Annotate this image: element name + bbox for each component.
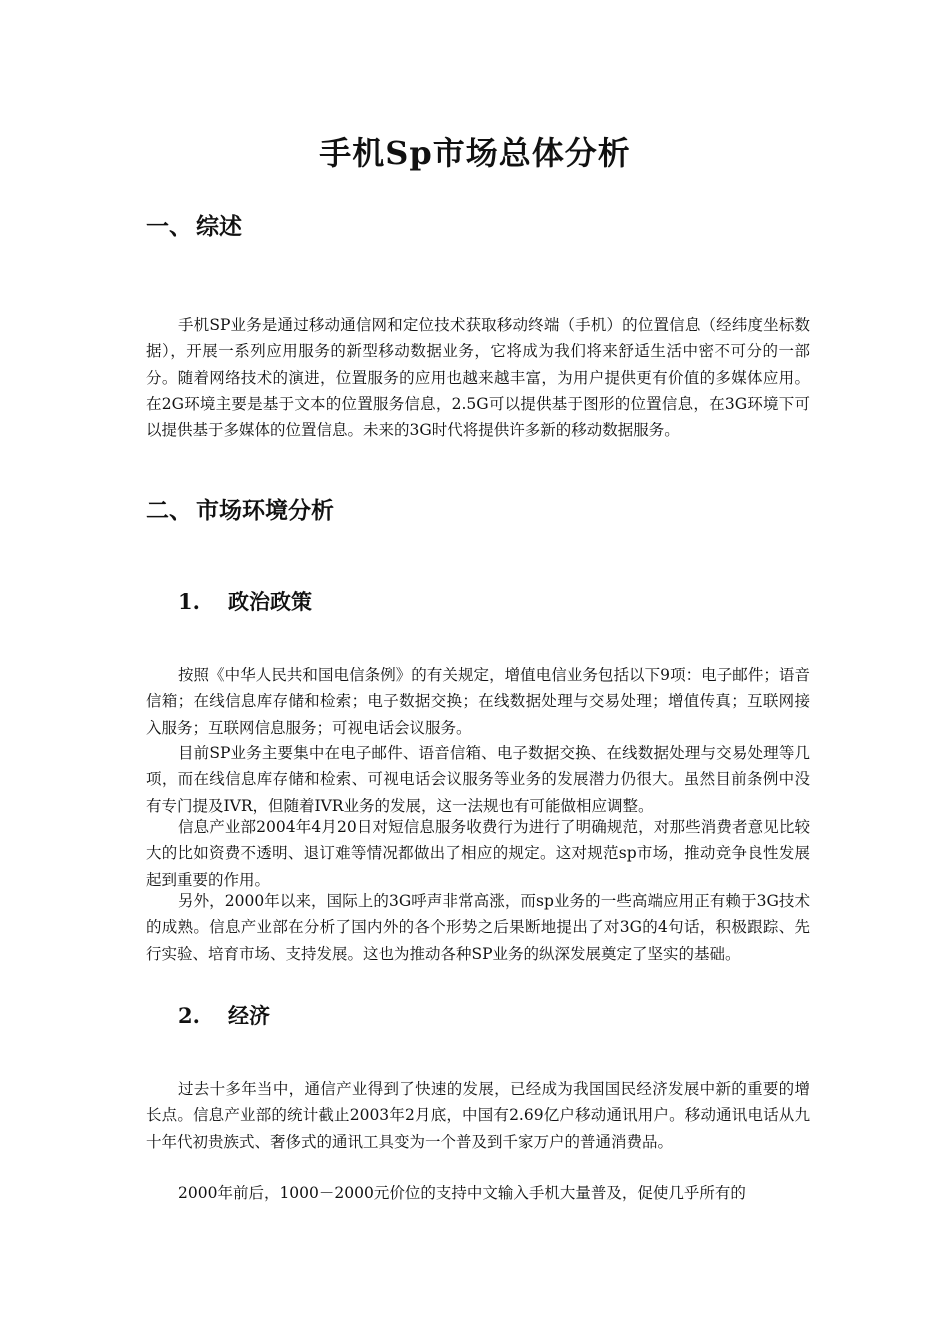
subsection-title: 政治政策 [228,589,312,614]
paragraph: 过去十多年当中，通信产业得到了快速的发展，已经成为我国国民经济发展中新的重要的增长点。信息产业部的统计截止2003年2月底，中国有2.69亿户移动通讯用户。移动通讯电话从九十年代初贵族式、奢侈式的通讯工具变为一个普及到千家万户的普通消费品。 [146,1080,810,1151]
section-heading-overview [146,208,242,241]
subsection-heading-economy [178,1000,270,1030]
section-number: 一、 [146,213,192,240]
paragraph: 手机SP业务是通过移动通信网和定位技术获取移动终端（手机）的位置信息（经纬度坐标数据），开展一系列应用服务的新型移动数据业务，它将成为我们将来舒适生活中密不可分的一部分。随着网络技术的演进，位置服务的应用也越来越丰富，为用户提供更有价值的多媒体应用。在2G环境主要是基于文本的位置服务信息，2.5G可以提供基于图形的位置信息，在3G环境下可以提供基于多媒体的位置信息。未来的3G时代将提供许多新的移动数据服务。 [146,316,810,440]
paragraph: 2000年前后，1000－2000元价位的支持中文输入手机大量普及，促使几乎所有的 [178,1184,746,1202]
section-number: 二、 [146,497,192,524]
paragraph: 信息产业部2004年4月20日对短信息服务收费行为进行了明确规范，对那些消费者意见比较大的比如资费不透明、退订难等情况都做出了相应的规定。这对规范sp市场，推动竞争良性发展起到重要的作用。 [146,818,810,889]
paragraph: 另外，2000年以来，国际上的3G呼声非常高涨，而sp业务的一些高端应用正有赖于3G技术的成熟。信息产业部在分析了国内外的各个形势之后果断地提出了对3G的4句话，积极跟踪、先行实验、培育市场、支持发展。这也为推动各种SP业务的纵深发展奠定了坚实的基础。 [146,892,810,963]
paragraph: 目前SP业务主要集中在电子邮件、语音信箱、电子数据交换、在线数据处理与交易处理等几项，而在线信息库存储和检索、可视电话会议服务等业务的发展潜力仍很大。虽然目前条例中没有专门提及IVR，但随着IVR业务的发展，这一法规也有可能做相应调整。 [146,744,810,815]
subsection-heading-policy [178,586,312,616]
paragraph: 按照《中华人民共和国电信条例》的有关规定，增值电信业务包括以下9项：电子邮件；语音信箱；在线信息库存储和检索；电子数据交换；在线数据处理与交易处理；增值传真；互联网接入服务；互联网信息服务；可视电话会议服务。 [146,666,810,737]
section-title: 综述 [196,213,242,240]
subsection-number: 2. [178,1003,200,1028]
section-title: 市场环境分析 [196,497,334,524]
subsection-title: 经济 [228,1003,270,1028]
section-heading-market-environment [146,492,334,525]
page-title: 手机Sp市场总体分析 [319,134,631,172]
subsection-number: 1. [178,589,200,614]
